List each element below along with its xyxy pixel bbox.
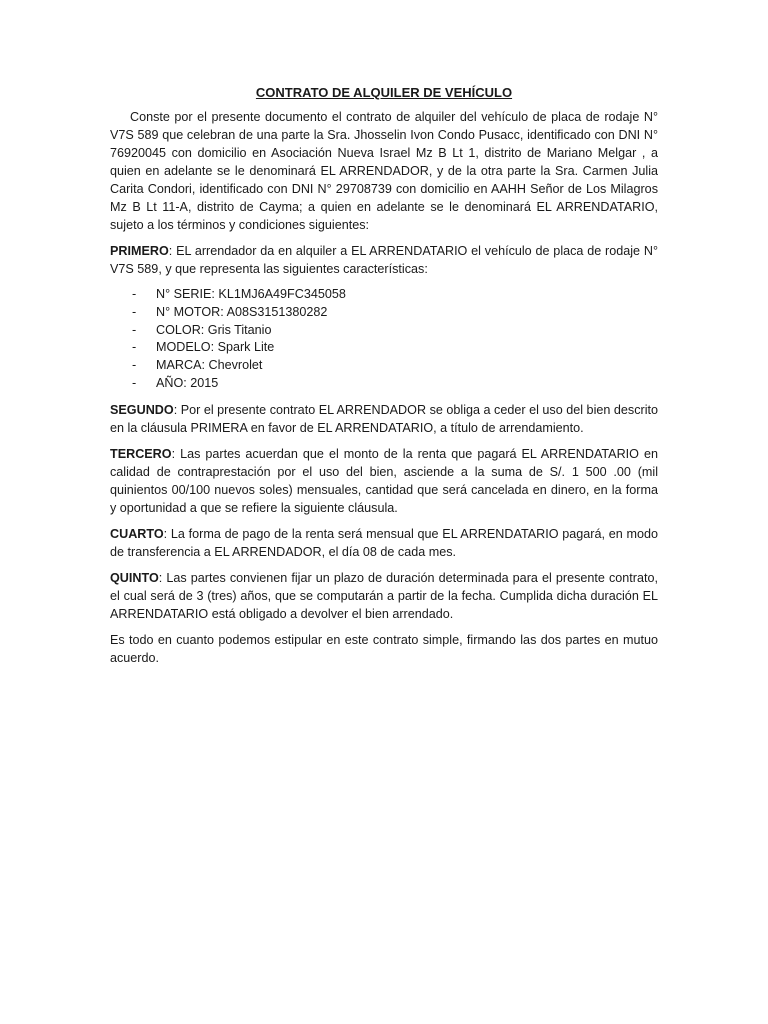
clause-segundo-text: : Por el presente contrato EL ARRENDADOR se obliga a ceder el uso del bien descrito en la cláusula PRIMERA en favor de EL ARRENDATARIO, a título de arrendamiento.: [110, 402, 658, 435]
clause-cuarto: [110, 525, 658, 561]
clause-segundo-heading: SEGUNDO: [110, 402, 174, 417]
clause-tercero: [110, 445, 658, 517]
clause-quinto-heading: QUINTO: [110, 570, 159, 585]
list-item: - AÑO: 2015: [132, 375, 219, 390]
list-item: - N° MOTOR: A08S3151380282: [132, 304, 328, 319]
clause-cuarto-heading: CUARTO: [110, 526, 164, 541]
closing-paragraph: Es todo en cuanto podemos estipular en este contrato simple, firmando las dos partes en mutuo acuerdo.: [110, 632, 658, 665]
clause-primero-heading: PRIMERO: [110, 244, 169, 258]
vehicle-characteristics-list: [110, 286, 658, 393]
contract-page: [110, 84, 658, 675]
clause-segundo: [110, 401, 658, 437]
list-item: - MARCA: Chevrolet: [132, 358, 263, 373]
clause-tercero-text: : Las partes acuerdan que el monto de la renta que pagará EL ARRENDATARIO en calidad de contraprestación por el uso del bien, asciende a la suma de S/. 1 500 .00 (mil quinientos 00/100 nuevos soles) mensuales, cantidad que será cancelada en dinero, en la forma y oportunidad a que se refiere la siguiente cláusula.: [110, 446, 658, 515]
clause-primero-text: : EL arrendador da en alquiler a EL ARRENDATARIO el vehículo de placa de rodaje N° V7S 589, y que representa las siguientes características:: [110, 244, 658, 276]
clause-quinto: [110, 569, 658, 623]
document-title: CONTRATO DE ALQUILER DE VEHÍCULO: [255, 85, 513, 100]
clause-quinto-text: : Las partes convienen fijar un plazo de duración determinada para el presente contrato, el cual será de 3 (tres) años, que se computarán a partir de la fecha. Cumplida dicha duración EL ARRENDATARIO está obligado a devolver el bien arrendado.: [110, 570, 658, 621]
list-item: - N° SERIE: KL1MJ6A49FC345058: [132, 287, 346, 301]
list-item: - COLOR: Gris Titanio: [132, 322, 272, 337]
intro-paragraph: Conste por el presente documento el contrato de alquiler del vehículo de placa de rodaje N° V7S 589 que celebran de una parte la Sra. Jhosselin Ivon Condo Pusacc, identificado con DNI N° 76920045 con domicilio en Asociación Nueva Israel Mz B Lt 1, distrito de Mariano Melgar , a quien en adelante se le denominará EL ARRENDADOR, y de la otra parte la Sra. Carmen Julia Carita Condori, identificado con DNI N° 29708739 con domicilio en AAHH Señor de Los Milagros Mz B Lt 11-A, distrito de Cayma; a quien en adelante se le denominará EL ARRENDATARIO, sujeto a los términos y condiciones siguientes:: [110, 110, 658, 232]
clause-tercero-heading: TERCERO: [110, 446, 172, 461]
clause-primero: [110, 242, 658, 278]
list-item: - MODELO: Spark Lite: [132, 340, 275, 355]
clause-cuarto-text: : La forma de pago de la renta será mensual que EL ARRENDATARIO pagará, en modo de transferencia a EL ARRENDADOR, el día 08 de cada mes.: [110, 526, 658, 559]
